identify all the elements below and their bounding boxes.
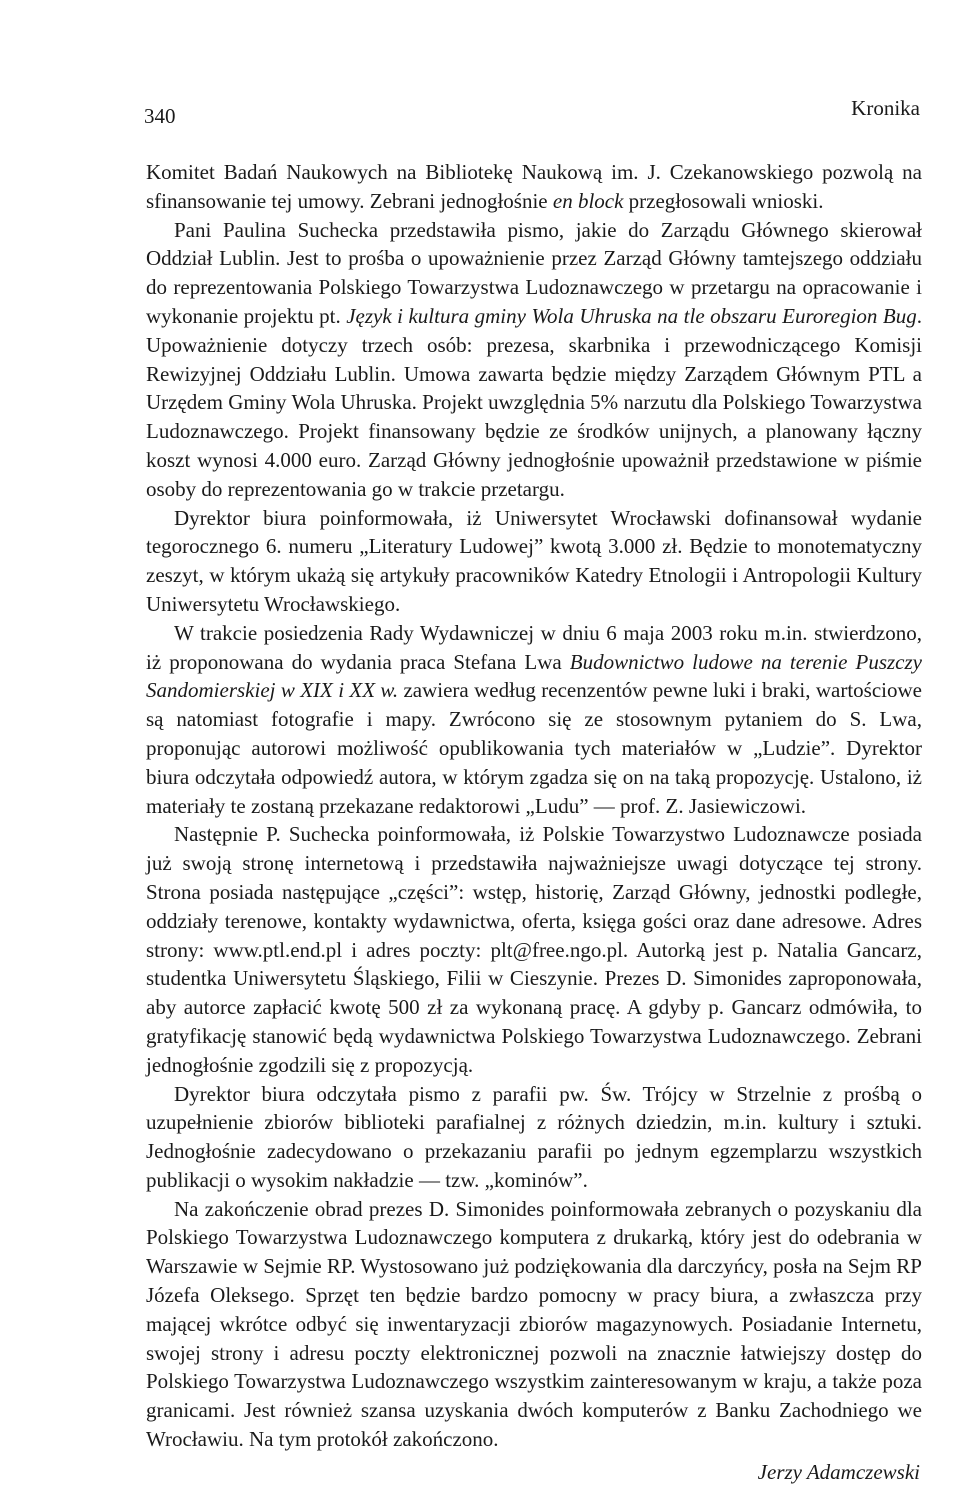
paragraph-text: Pani Paulina Suchecka przedstawiła pismo, jakie do Zarządu Głównego skierował Oddział Lublin. Jest to prośba o upoważnienie przez Zarząd Główny tamtejszego oddziału do reprezentowania Polskiego Towarzystwa Ludoznawczego w przetargu na opracowanie i wykonanie projektu pt. [146,217,922,328]
paragraph-text: zawiera według recenzentów pewne luki i braki, wartościowe są natomiast fotografie i mapy. Zwrócono się ze stosownym pytaniem do S. Lwa, proponując autorowi możliwość opublikowania tych materiałów w „Ludzie”. Dyrektor biura odczytała odpowiedź autora, w którym zgadza się on na taką propozycję. Ustalono, iż materiały te zostaną przekazane redaktorowi „Ludu” — prof. Z. Jasiewiczowi. [146,678,922,818]
section-title: Kronika [851,96,920,120]
paragraph-text: W trakcie posiedzenia Rady Wydawniczej w dniu 6 maja 2003 roku m.in. stwierdzono, iż proponowana do wydania praca Stefana Lwa [146,620,922,674]
paragraph [146,820,922,1079]
paragraph-text: Dyrektor biura poinformowała, iż Uniwersytet Wrocławski dofinansował wydanie tegorocznego 6. numeru „Literatury Ludowej” kwotą 3.000 zł. Będzie to monotematyczny zeszyt, w którym ukażą się artykuły pracowników Katedry Etnologii i Antropologii Kultury Uniwersytetu Wrocławskiego. [146,505,922,616]
paragraph-text: . Upoważnienie dotyczy trzech osób: prezesa, skarbnika i przewodniczącego Komisji Rewizyjnej Oddziału Lublin. Umowa zawarta będzie między Zarządem Głównym PTL a Urzędem Gminy Wola Uhruska. Projekt uwzględnia 5% narzutu dla Polskiego Towarzystwa Ludoznawczego. Projekt finansowany będzie ze środków unijnych, a planowany łączny koszt wynosi 4.000 euro. Zarząd Główny jednogłośnie upoważnił przedstawione w piśmie osoby do reprezentowania go w trakcie przetargu. [146,303,923,501]
body-text [146,158,922,1487]
paragraph-text: Na zakończenie obrad prezes D. Simonides poinformowała zebranych o pozyskaniu dla Polskiego Towarzystwa Ludoznawczego komputera z drukarką, który jest do odebrania w Warszawie w Sejmie RP. Wystosowano już podziękowania dla darczyńcy, posła na Sejm RP Józefa Oleksego. Sprzęt ten będzie bardzo pomocny w pracy biura, a zwłaszcza przy mającej wkrótce odbyć się inwentaryzacji zbiorów magazynowych. Posiadanie Internetu, swojej strony i adresu poczty elektronicznej pozwoli na znacznie łatwiejszy dostęp do Polskiego Towarzystwa Ludoznawczego wszystkim zainteresowanym w kraju, a także poza granicami. Jest również szansa uzyskania dwóch komputerów z Banku Zachodniego we Wrocławiu. Na tym protokół zakończono. [146,1196,922,1452]
author-signature: Jerzy Adamczewski [757,1459,920,1484]
paragraph [146,158,922,216]
paragraph-text: Dyrektor biura odczytała pismo z parafii pw. Św. Trójcy w Strzelnie z prośbą o uzupełnienie zbiorów biblioteki parafialnej z różnych dziedzin, m.in. kultury i sztuki. Jednogłośnie zadecydowano o przekazaniu parafii po jednym egzemplarzu wszystkich publikacji o wysokim nakładzie — tzw. „kominów”. [146,1081,922,1192]
paragraph [146,1080,922,1195]
italic-title: Język i kultura gminy Wola Uhruska na tle obszaru Euroregion Bug [346,303,917,328]
paragraph-text: Następnie P. Suchecka poinformowała, iż Polskie Towarzystwo Ludoznawcze posiada już swoją stronę internetową i przedstawiła najważniejsze uwagi dotyczące tej strony. Strona posiada następujące „części”: wstęp, historię, Zarząd Główny, jednostki podległe, oddziały terenowe, kontakty wydawnictwa, oferta, księga gości oraz dane adresowe. Adres strony: www.ptl.end.pl i adres poczty: plt@free.ngo.pl. Autorką jest p. Natalia Gancarz, studentka Uniwersytetu Śląskiego, Filii w Cieszynie. Prezes D. Simonides zaproponowała, aby autorce zapłacić kwotę 500 zł za wykonaną pracę. A gdyby p. Gancarz odmówiła, to gratyfikację stanowić będą wydawnictwa Polskiego Towarzystwa Ludoznawczego. Zebrani jednogłośnie zgodzili się z propozycją. [146,822,922,1077]
paragraph [146,1195,922,1454]
paragraph-text: Komitet Badań Naukowych na Bibliotekę Naukową im. J. Czekanowskiego pozwolą na sfinansowanie tej umowy. Zebrani jednogłośnie [146,160,922,213]
running-head [144,96,920,126]
paragraph [146,619,922,821]
page-number: 340 [144,104,176,128]
paragraph [146,504,922,619]
italic-title: en block [552,188,624,213]
paragraph-text: przegłosowali wnioski. [623,188,824,213]
italic-title: Budownictwo ludowe na terenie Puszczy Sandomierskiej w XIX i XX w. [146,649,922,703]
paragraph [146,216,922,504]
